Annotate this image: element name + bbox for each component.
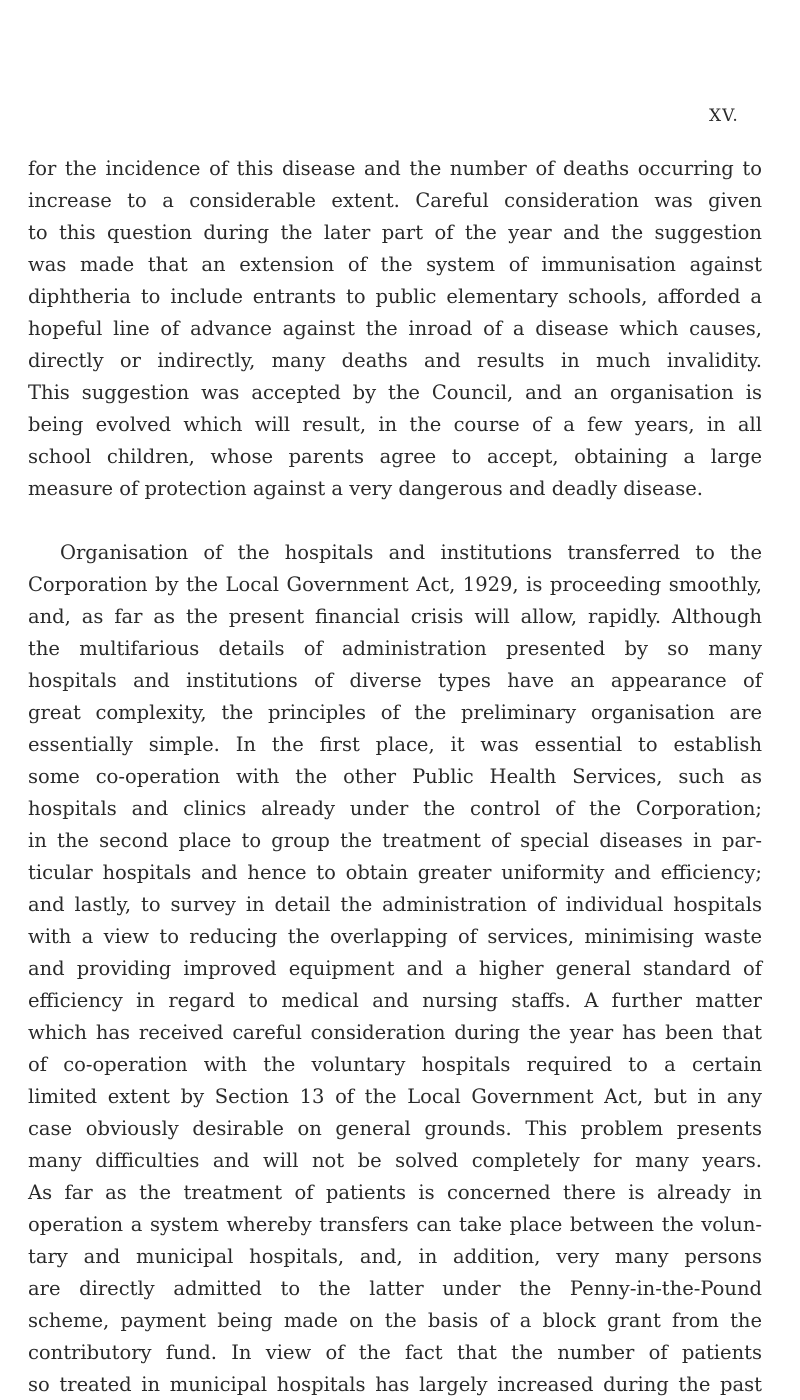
text-line: are directly admitted to the latter under the Penny-in-the-Pound [28,1277,762,1300]
text-line: directly or indirectly, many deaths and results in much invalidity. [28,349,762,372]
text-line: limited extent by Section 13 of the Local Government Act, but in any [28,1085,762,1108]
text-line: school children, whose parents agree to accept, obtaining a large [28,445,762,468]
text-line: measure of protection against a very dangerous and deadly disease. [28,477,703,500]
text-line: to this question during the later part of the year and the suggestion [28,221,762,244]
text-line: operation a system whereby transfers can take place between the volun- [28,1213,762,1236]
text-line: contributory fund. In view of the fact that the number of patients [28,1341,762,1364]
text-line: This suggestion was accepted by the Council, and an organisation is [28,381,762,404]
text-line: Organisation of the hospitals and institutions transferred to the [60,541,762,564]
text-line: many difficulties and will not be solved completely for many years. [28,1149,762,1172]
text-line: scheme, payment being made on the basis of a block grant from the [28,1309,762,1332]
text-line: hopeful line of advance against the inroad of a disease which causes, [28,317,762,340]
text-line: and providing improved equipment and a higher general standard of [28,957,762,980]
text-line: hospitals and institutions of diverse types have an appearance of [28,669,762,692]
text-line: and, as far as the present financial crisis will allow, rapidly. Although [28,605,762,628]
text-line: for the incidence of this disease and the number of deaths occurring to [28,157,762,180]
text-line: great complexity, the principles of the preliminary organisation are [28,701,762,724]
text-line: efficiency in regard to medical and nursing staffs. A further matter [28,989,762,1012]
page-number: XV. [709,106,739,126]
text-line: which has received careful consideration during the year has been that [28,1021,762,1044]
text-line: case obviously desirable on general grounds. This problem presents [28,1117,762,1140]
text-line: tary and municipal hospitals, and, in addition, very many persons [28,1245,762,1268]
text-line: of co-operation with the voluntary hospitals required to a certain [28,1053,762,1076]
text-line: being evolved which will result, in the course of a few years, in all [28,413,762,436]
text-line: was made that an extension of the system of immunisation against [28,253,762,276]
text-line: with a view to reducing the overlapping of services, minimising waste [28,925,762,948]
text-line: in the second place to group the treatment of special diseases in par- [28,829,762,852]
text-line: and lastly, to survey in detail the administration of individual hospitals [28,893,762,916]
text-line: essentially simple. In the first place, it was essential to establish [28,733,762,756]
text-line: so treated in municipal hospitals has largely increased during the past [28,1373,762,1396]
text-line: diphtheria to include entrants to public elementary schools, afforded a [28,285,762,308]
text-line: hospitals and clinics already under the control of the Corporation; [28,797,762,820]
text-line: Corporation by the Local Government Act, 1929, is proceeding smoothly, [28,573,762,596]
text-line: As far as the treatment of patients is concerned there is already in [28,1181,762,1204]
text-line: the multifarious details of administration presented by so many [28,637,762,660]
text-line: ticular hospitals and hence to obtain greater uniformity and efficiency; [28,861,762,884]
text-line: increase to a considerable extent. Careful consideration was given [28,189,762,212]
text-line: some co-operation with the other Public Health Services, such as [28,765,762,788]
